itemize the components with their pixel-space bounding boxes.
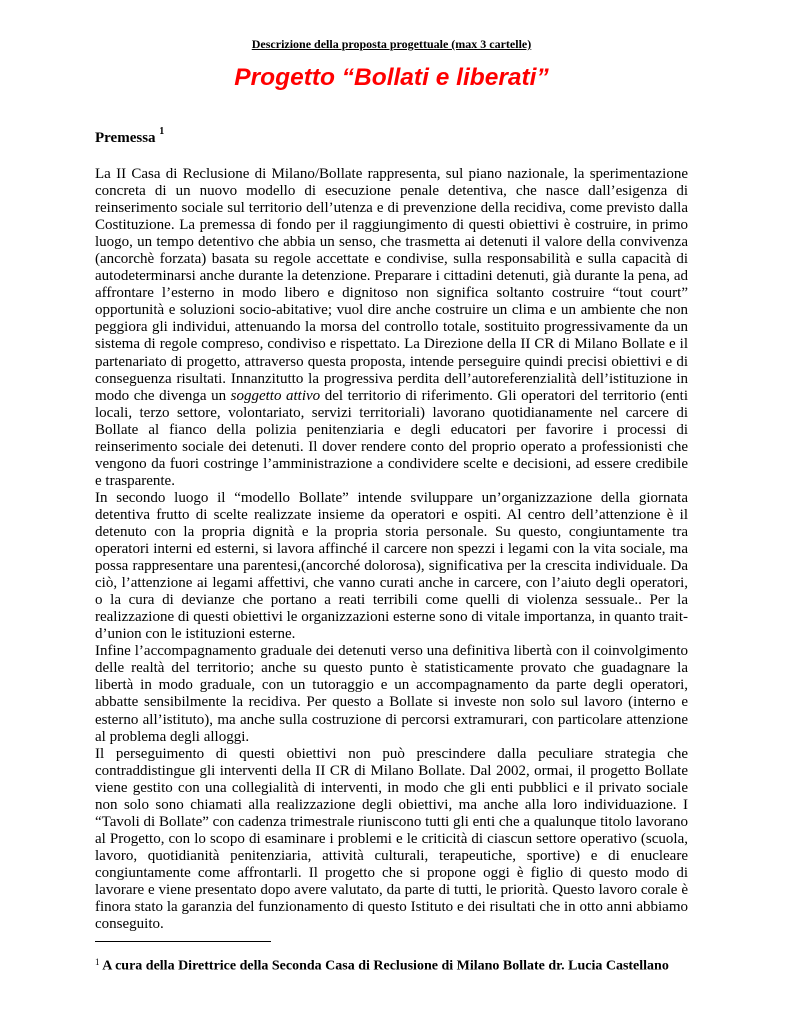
paragraph-1-text-a: La II Casa di Reclusione di Milano/Bollate rappresenta, sul piano nazionale, la sperimentazione concreta di un nuovo modello di esecuzione penale detentiva, che nasce dall’esigenza di reinserimento sociale sul territorio dell’utenza e di prevenzione della recidiva, come previsto dalla Costituzione. La premessa di fondo per il raggiungimento di questi obiettivi è costruire, in primo luogo, un tempo detentivo che abbia un senso, che trasmetta ai detenuti il valore della convivenza (ancorchè forzata) basata su regole accettate e condivise, sulla responsabilità e sulla capacità di autodeterminarsi anche durante la detenzione. Preparare i cittadini detenuti, già durante la pena, ad affrontare l’esterno in modo libero e dignitoso non significa soltanto costruire “tout court” opportunità e soluzioni socio-abitative; vuol dire anche costruire un clima e un ambiente che non peggiora gli individui, attenuando la morsa del controllo totale, sostituito progressivamente da un sistema di regole compreso, condiviso e rispettato. La Direzione della II CR di Milano Bollate e il partenariato di progetto, attraverso questa proposta, intende perseguire quindi precisi obiettivi e di conseguenza risultati. Innanzitutto la progressiva perdita dell’autoreferenzialità dell’istituzione in modo che divenga un xyxy=(95,166,688,404)
document-title: Progetto “Bollati e liberati” xyxy=(234,64,549,91)
page-header: Descrizione della proposta progettuale (max 3 cartelle) xyxy=(251,37,532,51)
section-heading xyxy=(95,128,164,147)
footnote-text: A cura della Direttrice della Seconda Casa di Reclusione di Milano Bollate dr. Lucia Castellano xyxy=(102,958,669,974)
body-text xyxy=(95,166,688,933)
footnote-mark: 1 xyxy=(95,957,100,967)
paragraph-1-text-b: del territorio di riferimento. Gli operatori del territorio (enti locali, terzo settore, volontariato, servizi territoriali) lavorano quotidianamente nel carcere di Bollate al fianco della polizia penitenziaria e degli educatori per favorire i processi di reinserimento sociale dei detenuti. Il dover rendere conto del proprio operato a professionisti che vengono da fuori costringe l’amministrazione a condividere scelte e decisioni, ad essere credibile e trasparente. xyxy=(95,387,688,489)
section-heading-text: Premessa xyxy=(95,130,156,146)
paragraph-1 xyxy=(95,166,688,490)
paragraph-1-italic: soggetto attivo xyxy=(230,387,321,404)
paragraph-3: Infine l’accompagnamento graduale dei detenuti verso una definitiva libertà con il coinvolgimento delle realtà del territorio; anche su questo punto è statisticamente provato che guadagnare la libertà in modo graduale, con un tutoraggio e un accompagnamento da parte degli operatori, abbatte sensibilmente la recidiva. Per questo a Bollate si investe non solo sul lavoro (interno e esterno all’istituto), ma anche sulla costruzione di percorsi extramurari, con particolare attenzione al problema degli alloggi. xyxy=(95,643,688,745)
document-page xyxy=(95,0,688,1024)
footnote-divider xyxy=(95,941,271,942)
paragraph-2: In secondo luogo il “modello Bollate” intende sviluppare un’organizzazione della giornata detentiva frutto di scelte realizzate insieme da operatori e ospiti. Al centro dell’attenzione è il detenuto con la propria dignità e la propria storia personale. Su questo, congiuntamente tra operatori interni ed esterni, si lavora affinché il carcere non spezzi i legami con la vita sociale, ma possa rappresentare una parentesi,(ancorché dolorosa), significativa per la crescita individuale. Da ciò, l’attenzione ai legami affettivi, che vanno curati anche in carcere, con l’aiuto degli operatori, o la cura di devianze che portano a reati terribili come quelli di violenza sessuale.. Per la realizzazione di questi obiettivi le organizzazioni esterne sono di vitale importanza, in quanto trait-d’union con le istituzioni esterne. xyxy=(95,489,688,643)
footnote xyxy=(95,953,688,975)
footnote-reference[interactable]: 1 xyxy=(159,126,165,137)
paragraph-4: Il perseguimento di questi obiettivi non può prescindere dalla peculiare strategia che contraddistingue gli interventi della II CR di Milano Bollate. Dal 2002, ormai, il progetto Bollate viene gestito con una collegialità di interventi, in modo che gli enti pubblici e il privato sociale non solo sono chiamati alla realizzazione degli obiettivi, ma anche alla loro individuazione. I “Tavoli di Bollate” con cadenza trimestrale riuniscono tutti gli enti che a qualunque titolo lavorano al Progetto, con lo scopo di esaminare i problemi e le criticità di ciascun settore operativo (scuola, lavoro, quotidianità penitenziaria, attività culturali, terapeutiche, sportive) e di enucleare congiuntamente come affrontarli. Il progetto che si propone oggi è figlio di questo modo di lavorare e viene presentato dopo avere valutato, da parte di tutti, le priorità. Questo lavoro corale è finora stato la garanzia del funzionamento di questo Istituto e dei risultati che in otto anni abbiamo conseguito. xyxy=(95,745,688,933)
